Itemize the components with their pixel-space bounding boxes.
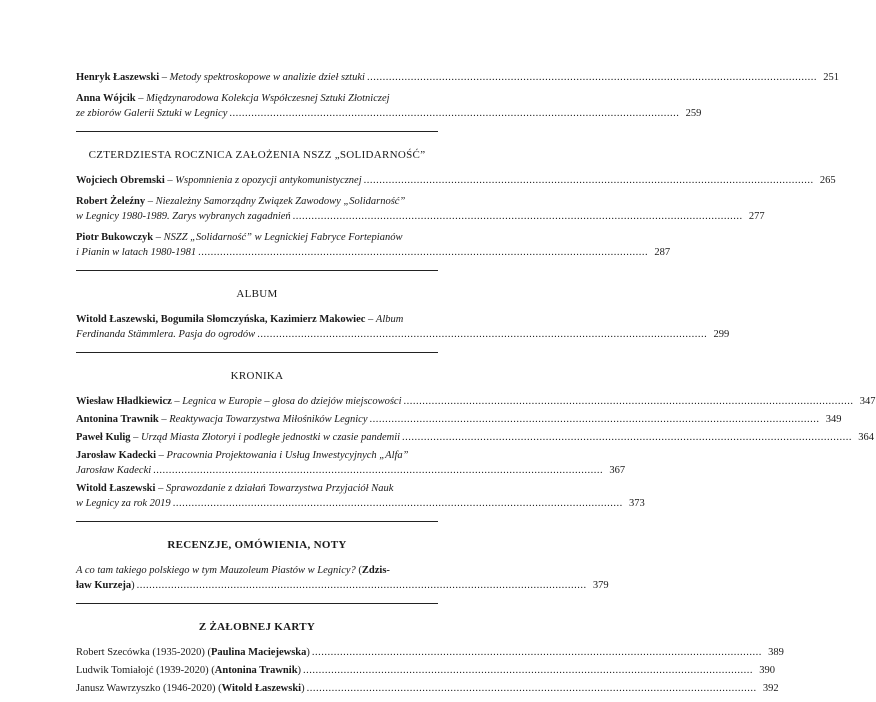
section-heading: RECENZJE, OMÓWIENIA, NOTY [167, 539, 347, 551]
page-number: 259 [685, 108, 702, 119]
leader-dots [364, 173, 814, 188]
page-number: 389 [768, 647, 784, 658]
page-number: 379 [592, 580, 609, 591]
entry-title: Metody spektroskopowe w analizie dzieł sztuki [169, 72, 365, 83]
leader-dots [229, 106, 679, 121]
entry-author: Anna Wójcik [76, 93, 136, 104]
entry-author: Antonina Trawnik [214, 665, 298, 676]
entry-separator: – [155, 483, 166, 494]
paren-open: ( [355, 565, 362, 576]
entry-author: Jarosław Kadecki [76, 450, 157, 461]
entry-author: Wiesław Hładkiewicz [76, 396, 172, 407]
entry-separator: – [159, 72, 170, 83]
paren-open: ( [207, 647, 212, 658]
toc-entry [76, 681, 779, 696]
entry-author: Paulina Maciejewska [211, 647, 307, 658]
toc-entry [76, 563, 609, 593]
entry-title: Sprawozdanie z działań Towarzystwa Przyjaciół Nauk [165, 483, 394, 494]
section-divider [76, 270, 438, 271]
page-number: 277 [748, 211, 765, 222]
page-number: 390 [759, 665, 776, 676]
entry-title-continued: ze zbiorów Galerii Sztuki w Legnicy [76, 108, 228, 119]
section-divider [76, 352, 438, 353]
page-number: 347 [859, 396, 876, 407]
entry-title-continued: w Legnicy 1980-1989. Zarys wybranych zagadnień [76, 211, 291, 222]
entry-separator: – [130, 432, 142, 443]
entry-title-continued: i Pianin w latach 1980-1981 [76, 247, 197, 258]
page-number: 367 [609, 465, 626, 476]
page-number: 287 [654, 247, 671, 258]
entry-separator: – [145, 196, 156, 207]
entry-author: Paweł Kulig [76, 432, 131, 443]
entry-title: Międzynarodowa Kolekcja Współczesnej Sztuki Złotniczej [146, 93, 390, 104]
entry-title-continued: w Legnicy za rok 2019 [76, 498, 171, 509]
paren-close: ) [297, 665, 302, 676]
section-divider [76, 521, 438, 522]
paren-open: ( [218, 683, 222, 694]
entry-author: Robert Żeleźny [76, 196, 146, 207]
leader-dots [137, 578, 587, 593]
section-heading: ALBUM [236, 288, 278, 300]
toc-entry [76, 394, 876, 409]
entry-title: Urząd Miasta Złotoryi i podległe jednostki w czasie pandemii [141, 432, 401, 443]
page-number: 349 [825, 414, 842, 425]
entry-author: Piotr Bukowczyk [76, 232, 154, 243]
page-number: 373 [628, 498, 645, 509]
entry-title: A co tam takiego polskiego w tym Mauzoleum Piastów w Legnicy? [76, 565, 356, 576]
entry-author: Witold Łaszewski, Bogumiła Słomczyńska, Kazimierz Makowiec [76, 314, 366, 325]
leader-dots [198, 245, 648, 260]
entry-title: Pracownia Projektowania i Usług Inwestycyjnych „Alfa” [166, 450, 409, 461]
paren-close: ) [131, 580, 135, 591]
entry-separator: – [156, 450, 167, 461]
toc-entry [76, 412, 842, 427]
section-heading: CZTERDZIESTA ROCZNICA ZAŁOŻENIA NSZZ „SOLIDARNOŚĆ” [88, 149, 426, 161]
paren-open: ( [211, 665, 215, 676]
entry-author: Witold Łaszewski [221, 683, 302, 694]
section-divider [76, 131, 438, 132]
page-number: 364 [858, 432, 875, 443]
page-number: 251 [823, 72, 839, 83]
toc-entry [76, 230, 671, 260]
leader-dots [404, 394, 854, 409]
section-divider [76, 603, 438, 604]
leader-dots [367, 70, 817, 85]
entry-author: Wojciech Obremski [76, 175, 165, 186]
section-heading: KRONIKA [230, 370, 284, 382]
leader-dots [307, 681, 757, 696]
entry-author: Antonina Trawnik [76, 414, 159, 425]
entry-separator: – [153, 232, 164, 243]
section-heading: Z ŻAŁOBNEJ KARTY [198, 621, 316, 633]
toc-entry [76, 312, 730, 342]
obituary-name: Janusz Wawrzyszko (1946-2020) [76, 683, 219, 694]
toc-entry [76, 448, 626, 478]
entry-author: Henryk Łaszewski [76, 72, 160, 83]
toc-entry [76, 194, 765, 224]
entry-author: Zdzis- [361, 565, 390, 576]
paren-close: ) [301, 683, 305, 694]
page-number: 265 [819, 175, 836, 186]
page-number: 392 [762, 683, 779, 694]
entry-title-continued: Ferdinanda Stämmlera. Pasja do ogrodów [76, 329, 256, 340]
entry-author-continued: ław Kurzeja [76, 580, 132, 591]
leader-dots [257, 327, 707, 342]
entry-separator: – [158, 414, 170, 425]
paren-close: ) [306, 647, 310, 658]
entry-title: Wspomnienia z opozycji antykomunistycznej [175, 175, 362, 186]
toc-entry [76, 70, 839, 85]
toc-entry [76, 663, 776, 678]
leader-dots [173, 496, 623, 511]
entry-title: Reaktywacja Towarzystwa Miłośników Legnicy [169, 414, 368, 425]
leader-dots [402, 430, 852, 445]
entry-separator: – [171, 396, 183, 407]
leader-dots [303, 663, 753, 678]
toc-entry [76, 481, 645, 511]
toc-entry [76, 173, 836, 188]
entry-title: Album [375, 314, 404, 325]
entry-title: NSZZ „Solidarność” w Legnickiej Fabryce Fortepianów [163, 232, 403, 243]
toc-entry [76, 91, 702, 121]
leader-dots [153, 463, 603, 478]
table-of-contents [76, 70, 876, 702]
leader-dots [370, 412, 820, 427]
leader-dots [312, 645, 762, 660]
entry-separator: – [135, 93, 147, 104]
obituary-name: Robert Szecówka (1935-2020) [76, 647, 208, 658]
obituary-name: Ludwik Tomiałojć (1939-2020) [76, 665, 212, 676]
toc-entry [76, 645, 784, 660]
leader-dots [293, 209, 743, 224]
entry-separator: – [365, 314, 376, 325]
toc-entry [76, 430, 875, 445]
entry-title: Niezależny Samorządny Związek Zawodowy „Solidarność” [155, 196, 406, 207]
entry-title-continued: Jarosław Kadecki [76, 465, 152, 476]
entry-author: Witold Łaszewski [76, 483, 156, 494]
entry-title: Legnica w Europie – głosa do dziejów miejscowości [182, 396, 402, 407]
page-number: 299 [713, 329, 730, 340]
entry-separator: – [164, 175, 176, 186]
